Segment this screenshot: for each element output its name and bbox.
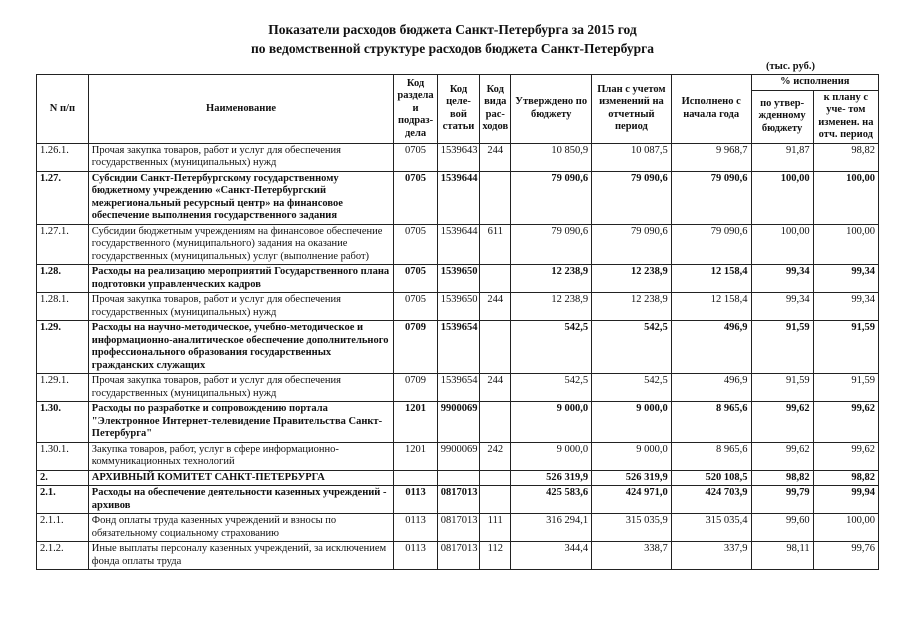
- row-approved-cell: 344,4: [511, 542, 592, 570]
- row-executed-cell: 337,9: [671, 542, 751, 570]
- row-section-cell: 0705: [394, 265, 437, 293]
- row-type-cell: 244: [480, 143, 511, 171]
- row-plan-cell: 10 087,5: [592, 143, 672, 171]
- row-pct-budget-cell: 99,79: [751, 486, 813, 514]
- row-name-cell: АРХИВНЫЙ КОМИТЕТ САНКТ-ПЕТЕРБУРГА: [88, 470, 394, 486]
- table-row: [37, 224, 879, 265]
- row-name-cell: Закупка товаров, работ, услуг в сфере информационно-коммуникационных технологий: [88, 442, 394, 470]
- row-target-cell: 1539644: [437, 224, 479, 265]
- row-section-cell: 0705: [394, 143, 437, 171]
- row-num-cell: 2.1.: [37, 486, 89, 514]
- row-section-cell: 0113: [394, 542, 437, 570]
- row-type-cell: 611: [480, 224, 511, 265]
- row-plan-cell: 79 090,6: [592, 171, 672, 224]
- row-pct-plan-cell: 91,59: [813, 321, 878, 374]
- row-type-cell: 242: [480, 442, 511, 470]
- row-approved-cell: 12 238,9: [511, 265, 592, 293]
- row-pct-plan-cell: 100,00: [813, 171, 878, 224]
- row-name-cell: Расходы по разработке и сопровождению портала "Электронное Интернет-телевидение Правительства Санкт-Петербурга": [88, 402, 394, 443]
- row-plan-cell: 9 000,0: [592, 402, 672, 443]
- row-pct-budget-cell: 98,82: [751, 470, 813, 486]
- table-row: [37, 486, 879, 514]
- budget-table: [36, 74, 879, 570]
- table-row: [37, 402, 879, 443]
- row-name-cell: Прочая закупка товаров, работ и услуг для обеспечения государственных (муниципальных) нужд: [88, 374, 394, 402]
- row-plan-cell: 12 238,9: [592, 265, 672, 293]
- row-num-cell: 1.29.: [37, 321, 89, 374]
- row-num-cell: 1.30.1.: [37, 442, 89, 470]
- row-num-cell: 1.26.1.: [37, 143, 89, 171]
- row-type-cell: 244: [480, 293, 511, 321]
- header-approved: Утверждено по бюджету: [511, 75, 592, 144]
- row-num-cell: 1.28.: [37, 265, 89, 293]
- row-pct-plan-cell: 99,62: [813, 442, 878, 470]
- row-pct-budget-cell: 91,87: [751, 143, 813, 171]
- row-target-cell: 9900069: [437, 402, 479, 443]
- row-num-cell: 1.28.1.: [37, 293, 89, 321]
- table-row: [37, 321, 879, 374]
- row-section-cell: 0113: [394, 486, 437, 514]
- header-pct: % исполнения: [751, 75, 878, 91]
- row-name-cell: Фонд оплаты труда казенных учреждений и взносы по обязательному социальному страхованию: [88, 514, 394, 542]
- row-approved-cell: 12 238,9: [511, 293, 592, 321]
- row-approved-cell: 526 319,9: [511, 470, 592, 486]
- row-approved-cell: 9 000,0: [511, 402, 592, 443]
- row-type-cell: [480, 321, 511, 374]
- row-num-cell: 1.27.1.: [37, 224, 89, 265]
- document-subtitle: по ведомственной структуре расходов бюджета Санкт-Петербурга: [250, 41, 655, 56]
- row-executed-cell: 12 158,4: [671, 293, 751, 321]
- row-type-cell: [480, 402, 511, 443]
- row-target-cell: [437, 470, 479, 486]
- row-executed-cell: 8 965,6: [671, 402, 751, 443]
- row-approved-cell: 79 090,6: [511, 171, 592, 224]
- row-target-cell: 1539650: [437, 293, 479, 321]
- row-name-cell: Субсидии бюджетным учреждениям на финансовое обеспечение государственного (муниципального) задания на оказание государственных (муниципальных) услуг (выполнение работ): [88, 224, 394, 265]
- row-name-cell: Прочая закупка товаров, работ и услуг для обеспечения государственных (муниципальных) нужд: [88, 293, 394, 321]
- row-pct-plan-cell: 100,00: [813, 514, 878, 542]
- row-type-cell: [480, 171, 511, 224]
- row-name-cell: Расходы на обеспечение деятельности казенных учреждений - архивов: [88, 486, 394, 514]
- row-section-cell: 1201: [394, 402, 437, 443]
- row-section-cell: 1201: [394, 442, 437, 470]
- row-pct-plan-cell: 98,82: [813, 143, 878, 171]
- header-name: Наименование: [88, 75, 394, 144]
- row-section-cell: 0113: [394, 514, 437, 542]
- row-type-cell: [480, 470, 511, 486]
- row-section-cell: 0705: [394, 224, 437, 265]
- row-executed-cell: 79 090,6: [671, 171, 751, 224]
- row-executed-cell: 520 108,5: [671, 470, 751, 486]
- row-plan-cell: 338,7: [592, 542, 672, 570]
- header-target-code: Код целе- вой статьи: [437, 75, 479, 144]
- table-header-row: [37, 75, 879, 91]
- row-section-cell: 0705: [394, 293, 437, 321]
- row-pct-plan-cell: 98,82: [813, 470, 878, 486]
- row-pct-budget-cell: 99,34: [751, 265, 813, 293]
- row-type-cell: 112: [480, 542, 511, 570]
- table-row: [37, 171, 879, 224]
- row-pct-plan-cell: 99,94: [813, 486, 878, 514]
- row-num-cell: 2.1.1.: [37, 514, 89, 542]
- row-executed-cell: 496,9: [671, 321, 751, 374]
- row-type-cell: 244: [480, 374, 511, 402]
- row-type-cell: 111: [480, 514, 511, 542]
- table-row: [37, 374, 879, 402]
- document-title: Показатели расходов бюджета Санкт-Петербурга за 2015 год: [268, 22, 637, 37]
- row-pct-budget-cell: 99,34: [751, 293, 813, 321]
- row-target-cell: 1539650: [437, 265, 479, 293]
- row-approved-cell: 79 090,6: [511, 224, 592, 265]
- table-row: [37, 470, 879, 486]
- row-plan-cell: 542,5: [592, 374, 672, 402]
- row-executed-cell: 496,9: [671, 374, 751, 402]
- row-num-cell: 2.: [37, 470, 89, 486]
- row-name-cell: Прочая закупка товаров, работ и услуг для обеспечения государственных (муниципальных) нужд: [88, 143, 394, 171]
- row-approved-cell: 542,5: [511, 374, 592, 402]
- row-plan-cell: 424 971,0: [592, 486, 672, 514]
- table-row: [37, 265, 879, 293]
- row-pct-plan-cell: 99,34: [813, 265, 878, 293]
- row-pct-plan-cell: 91,59: [813, 374, 878, 402]
- row-target-cell: 1539654: [437, 374, 479, 402]
- header-plan: План с учетом изменений на отчетный период: [592, 75, 672, 144]
- units-label: (тыс. руб.): [766, 61, 815, 72]
- row-plan-cell: 79 090,6: [592, 224, 672, 265]
- row-pct-plan-cell: 100,00: [813, 224, 878, 265]
- row-name-cell: Иные выплаты персоналу казенных учреждений, за исключением фонда оплаты труда: [88, 542, 394, 570]
- header-executed: Исполнено с начала года: [671, 75, 751, 144]
- table-row: [37, 293, 879, 321]
- row-section-cell: 0709: [394, 374, 437, 402]
- row-pct-plan-cell: 99,34: [813, 293, 878, 321]
- table-row: [37, 542, 879, 570]
- row-section-cell: [394, 470, 437, 486]
- table-row: [37, 442, 879, 470]
- row-target-cell: 0817013: [437, 514, 479, 542]
- row-target-cell: 1539643: [437, 143, 479, 171]
- row-pct-budget-cell: 99,62: [751, 442, 813, 470]
- row-num-cell: 2.1.2.: [37, 542, 89, 570]
- row-target-cell: 1539654: [437, 321, 479, 374]
- row-num-cell: 1.29.1.: [37, 374, 89, 402]
- row-pct-plan-cell: 99,76: [813, 542, 878, 570]
- row-type-cell: [480, 486, 511, 514]
- row-executed-cell: 9 968,7: [671, 143, 751, 171]
- row-pct-budget-cell: 100,00: [751, 171, 813, 224]
- row-target-cell: 0817013: [437, 542, 479, 570]
- row-pct-plan-cell: 99,62: [813, 402, 878, 443]
- row-executed-cell: 8 965,6: [671, 442, 751, 470]
- row-plan-cell: 9 000,0: [592, 442, 672, 470]
- row-approved-cell: 542,5: [511, 321, 592, 374]
- row-name-cell: Расходы на реализацию мероприятий Государственного плана подготовки управленческих кадров: [88, 265, 394, 293]
- row-pct-budget-cell: 91,59: [751, 374, 813, 402]
- row-pct-budget-cell: 98,11: [751, 542, 813, 570]
- table-row: [37, 514, 879, 542]
- row-pct-budget-cell: 99,62: [751, 402, 813, 443]
- row-plan-cell: 526 319,9: [592, 470, 672, 486]
- table-row: [37, 143, 879, 171]
- row-plan-cell: 315 035,9: [592, 514, 672, 542]
- row-executed-cell: 424 703,9: [671, 486, 751, 514]
- row-executed-cell: 12 158,4: [671, 265, 751, 293]
- row-plan-cell: 12 238,9: [592, 293, 672, 321]
- header-type-code: Код вида рас- ходов: [480, 75, 511, 144]
- row-pct-budget-cell: 91,59: [751, 321, 813, 374]
- header-num: N п/п: [37, 75, 89, 144]
- row-executed-cell: 315 035,4: [671, 514, 751, 542]
- row-section-cell: 0705: [394, 171, 437, 224]
- row-name-cell: Субсидии Санкт-Петербургскому государственному бюджетному учреждению «Санкт-Петербургский межрегиональный ресурсный центр» на финансовое обеспечение выполнения государственного задания: [88, 171, 394, 224]
- row-approved-cell: 316 294,1: [511, 514, 592, 542]
- table-body: [37, 143, 879, 570]
- row-target-cell: 0817013: [437, 486, 479, 514]
- header-section-code: Код раздела и подраз- дела: [394, 75, 437, 144]
- row-type-cell: [480, 265, 511, 293]
- row-approved-cell: 9 000,0: [511, 442, 592, 470]
- header-pct-budget: по утвер- жденному бюджету: [751, 90, 813, 143]
- row-target-cell: 1539644: [437, 171, 479, 224]
- row-num-cell: 1.27.: [37, 171, 89, 224]
- header-pct-plan: к плану с уче- том изменен. на отч. период: [813, 90, 878, 143]
- row-num-cell: 1.30.: [37, 402, 89, 443]
- row-pct-budget-cell: 99,60: [751, 514, 813, 542]
- row-target-cell: 9900069: [437, 442, 479, 470]
- row-section-cell: 0709: [394, 321, 437, 374]
- row-plan-cell: 542,5: [592, 321, 672, 374]
- row-approved-cell: 10 850,9: [511, 143, 592, 171]
- row-executed-cell: 79 090,6: [671, 224, 751, 265]
- row-pct-budget-cell: 100,00: [751, 224, 813, 265]
- row-name-cell: Расходы на научно-методическое, учебно-методическое и информационно-аналитическое обеспечение дополнительного профессионального образования государственных гражданских служащих: [88, 321, 394, 374]
- row-approved-cell: 425 583,6: [511, 486, 592, 514]
